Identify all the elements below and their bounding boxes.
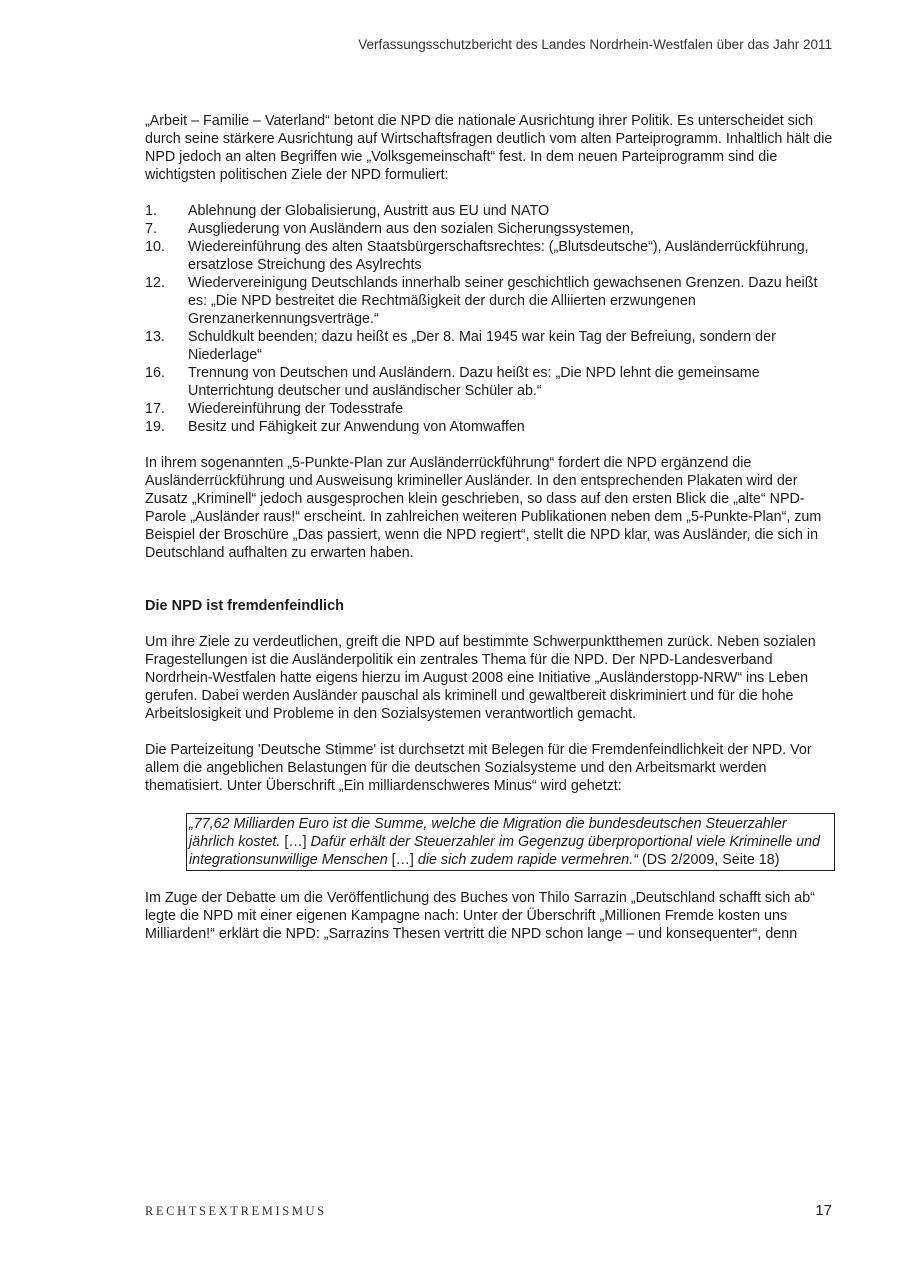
list-item [145, 400, 835, 418]
quote-ellipsis-1: […] [280, 834, 311, 850]
list-text: Trennung von Deutschen und Ausländern. Dazu heißt es: „Die NPD lehnt die gemeinsame Unterrichtung deutscher und ausländischer Schüler ab.“ [188, 365, 760, 399]
quote-source: (DS 2/2009, Seite 18) [638, 852, 780, 868]
paragraph-five-point-plan: In ihrem sogenannten „5-Punkte-Plan zur Ausländerrückführung“ fordert die NPD ergänzend die Ausländerrückführung und Ausweisung krimineller Ausländer. In den entsprechenden Plakaten wird der Zusatz „Kriminell“ jedoch ausgesprochen klein geschrieben, so dass auf den ersten Blick die „alte“ NPD-Parole „Ausländer raus!“ erscheint. In zahlreichen weiteren Publikationen neben dem „5-Punkte-Plan“, zum Beispiel der Broschüre „Das passiert, wenn die NPD regiert“, stellt die NPD klar, was Ausländer, die sich in Deutschland aufhalten zu erwarten haben. [145, 455, 822, 561]
quote-part-2: Dafür erhält der Steuerzahler im Gegenzug überproportional viele Kriminelle und integrationsunwillige Menschen [189, 834, 820, 868]
page-header: Verfassungsschutzbericht des Landes Nordrhein-Westfalen über das Jahr 2011 [358, 37, 832, 52]
footer-section-title: RECHTSEXTREMISMUS [145, 1204, 327, 1218]
paragraph-party-newspaper: Die Parteizeitung 'Deutsche Stimme' ist durchsetzt mit Belegen für die Fremdenfeindlichkeit der NPD. Vor allem die angeblichen Belastungen für die deutschen Sozialsysteme und den Arbeitsmarkt werden thematisiert. Unter Überschrift „Ein milliardenschweres Minus“ wird gehetzt: [145, 742, 812, 794]
list-text: Besitz und Fähigkeit zur Anwendung von Atomwaffen [188, 419, 525, 435]
page-number: 17 [815, 1202, 832, 1219]
quote-part-1: „77,62 Milliarden Euro ist die Summe, welche die Migration die bundesdeutschen Steuerzahler jährlich kostet. [189, 816, 787, 850]
paragraph-focus-topics: Um ihre Ziele zu verdeutlichen, greift die NPD auf bestimmte Schwerpunktthemen zurück. Neben sozialen Fragestellungen ist die Ausländerpolitik ein zentrales Thema für die NPD. Der NPD-Landesverband Nordrhein-Westfalen hatte eigens hierzu im August 2008 eine Initiative „Ausländerstopp-NRW“ ins Leben gerufen. Dabei werden Ausländer pauschal als kriminell und gewaltbereit diskriminiert und für die hohe Arbeitslosigkeit und Probleme in den Sozialsystemen verantwortlich gemacht. [145, 634, 816, 722]
list-item [145, 238, 835, 274]
section-heading: Die NPD ist fremdenfeindlich [145, 598, 345, 614]
quote-ellipsis-2: […] [387, 852, 418, 868]
list-text: Wiedervereinigung Deutschlands innerhalb seiner geschichtlich gewachsenen Grenzen. Dazu heißt es: „Die NPD bestreitet die Rechtmäßigkeit der durch die Alliierten erzwungenen Grenzanerkennungsverträge.“ [188, 275, 818, 327]
list-item [145, 274, 835, 328]
list-item [145, 202, 835, 220]
quote-part-3: die sich zudem rapide vermehren.“ [417, 852, 638, 868]
list-item [145, 328, 835, 364]
list-text: Schuldkult beenden; dazu heißt es „Der 8. Mai 1945 war kein Tag der Befreiung, sondern der Niederlage“ [188, 329, 776, 363]
intro-paragraph: „Arbeit – Familie – Vaterland“ betont die NPD die nationale Ausrichtung ihrer Politik. Es unterscheidet sich durch seine stärkere Ausrichtung auf Wirtschaftsfragen deutlich vom alten Parteiprogramm. Inhaltlich hält die NPD jedoch an alten Begriffen wie „Volksgemeinschaft“ fest. In dem neuen Parteiprogramm sind die wichtigsten politischen Ziele der NPD formuliert: [145, 113, 833, 183]
list-number: 7. [145, 221, 157, 237]
list-number: 12. [145, 275, 165, 291]
list-number: 17. [145, 401, 165, 417]
list-number: 19. [145, 419, 165, 435]
list-number: 16. [145, 365, 165, 381]
goals-list [145, 202, 835, 436]
list-text: Wiedereinführung der Todesstrafe [188, 401, 404, 417]
list-text: Ausgliederung von Ausländern aus den sozialen Sicherungssystemen, [188, 221, 634, 237]
list-item [145, 220, 835, 238]
main-content [145, 112, 835, 943]
paragraph-sarrazin: Im Zuge der Debatte um die Veröffentlichung des Buches von Thilo Sarrazin „Deutschland schafft sich ab“ legte die NPD mit einer eigenen Kampagne nach: Unter der Überschrift „Millionen Fremde kosten uns Milliarden!“ erklärt die NPD: „Sarrazins Thesen vertritt die NPD schon lange – und konsequenter“, denn [145, 890, 815, 942]
list-text: Ablehnung der Globalisierung, Austritt aus EU und NATO [188, 203, 550, 219]
list-item [145, 364, 835, 400]
list-number: 1. [145, 203, 157, 219]
list-number: 13. [145, 329, 165, 345]
list-item [145, 418, 835, 436]
list-number: 10. [145, 239, 165, 255]
list-text: Wiedereinführung des alten Staatsbürgerschaftsrechtes: („Blutsdeutsche“), Ausländerrückführung, ersatzlose Streichung des Asylrechts [188, 239, 809, 273]
quote-box [186, 813, 835, 871]
